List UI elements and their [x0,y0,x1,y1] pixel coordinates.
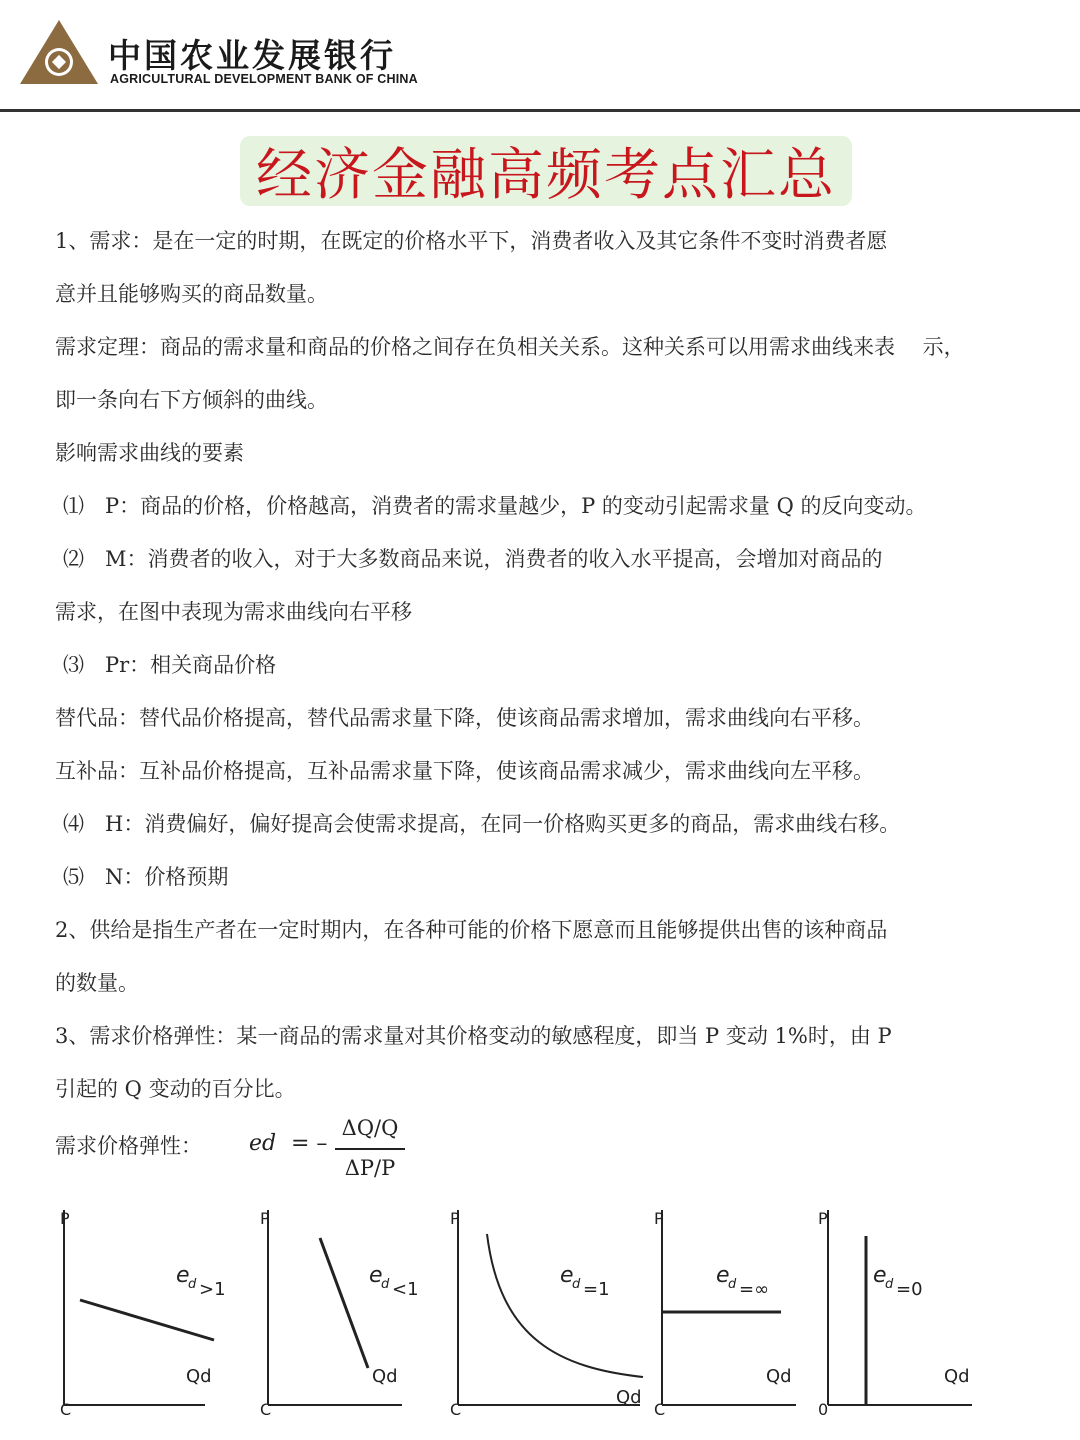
graph-elastic [60,1209,226,1419]
e-relation: =1 [583,1279,610,1300]
e-sub: d [188,1277,197,1292]
formula-label: 需求价格弹性： [55,1134,202,1158]
formula-lhs: ed [249,1131,277,1156]
q-label: Qd [186,1366,212,1387]
e-relation: =0 [896,1279,923,1300]
e-symbol: e [369,1263,383,1288]
origin-label: 0 [818,1400,829,1419]
text-line: 需求定理：商品的需求量和商品的价格之间存在负相关关系。这种关系可以用需求曲线来表 示， [55,335,965,359]
graph-unit-elastic [450,1209,643,1419]
q-label: Qd [944,1366,970,1387]
formula-fraction-bar [335,1148,405,1150]
formula-equals: = – [291,1131,328,1156]
e-symbol: e [560,1263,574,1288]
text-line: 1、需求：是在一定的时期，在既定的价格水平下，消费者收入及其它条件不变时消费者愿 [55,229,888,253]
e-symbol: e [716,1263,730,1288]
q-label: Qd [766,1366,792,1387]
text-line: 3、需求价格弹性：某一商品的需求量对其价格变动的敏感程度，即当 P 变动 1%时，由 P [55,1024,892,1048]
bank-name-en: AGRICULTURAL DEVELOPMENT BANK OF CHINA [110,72,418,86]
graph-perfectly-elastic [654,1209,796,1419]
e-symbol: e [873,1263,887,1288]
origin-label: C [450,1400,462,1419]
origin-label: C [60,1400,72,1419]
origin-label: C [260,1400,272,1419]
header-divider [0,109,1080,112]
e-symbol: e [176,1263,190,1288]
q-label: Qd [616,1387,642,1408]
p-label: P [450,1209,460,1228]
graph-inelastic [260,1209,419,1419]
p-label: P [60,1209,70,1228]
e-sub: d [381,1277,390,1292]
elasticity-graphs [0,1200,1080,1440]
text-line: 2、供给是指生产者在一定时期内，在各种可能的价格下愿意而且能够提供出售的该种商品 [55,918,888,942]
title-banner [240,136,852,206]
text-line: ⑴ P：商品的价格，价格越高，消费者的需求量越少，P 的变动引起需求量 Q 的反向变动。 [63,494,927,518]
elasticity-formula [55,1112,475,1186]
formula-numerator: ΔQ/Q [341,1116,399,1140]
formula-denominator: ΔP/P [344,1156,396,1180]
bank-name-cn: 中国农业发展银行 [108,36,396,75]
e-sub: d [728,1277,737,1292]
e-relation: >1 [199,1279,226,1300]
e-sub: d [572,1277,581,1292]
origin-label: C [654,1400,666,1419]
text-line: ⑶ Pr：相关商品价格 [63,653,277,677]
e-relation: <1 [392,1279,419,1300]
demand-curve [320,1238,368,1368]
q-label: Qd [372,1366,398,1387]
demand-curve [487,1234,643,1377]
text-line: ⑸ N：价格预期 [63,865,229,889]
e-relation: =∞ [739,1279,770,1300]
text-line: 引起的 Q 变动的百分比。 [55,1077,296,1101]
p-label: P [260,1209,270,1228]
p-label: P [654,1209,664,1228]
page-title: 经济金融高频考点汇总 [256,143,836,208]
bank-logo-icon [18,18,100,86]
text-line: 需求，在图中表现为需求曲线向右平移 [55,600,412,624]
demand-curve [80,1300,214,1340]
text-line: 影响需求曲线的要素 [55,441,244,465]
p-label: P [818,1209,828,1228]
e-sub: d [885,1277,894,1292]
text-line: ⑵ M：消费者的收入，对于大多数商品来说，消费者的收入水平提高，会增加对商品的 [63,547,883,571]
text-line: 互补品：互补品价格提高，互补品需求量下降，使该商品需求减少，需求曲线向左平移。 [55,759,874,783]
text-line: 替代品：替代品价格提高，替代品需求量下降，使该商品需求增加，需求曲线向右平移。 [55,706,874,730]
text-line: 即一条向右下方倾斜的曲线。 [55,388,328,412]
header [0,0,1080,112]
content-body [55,218,1030,1119]
text-line: ⑷ H：消费偏好，偏好提高会使需求提高，在同一价格购买更多的商品，需求曲线右移。 [63,812,901,836]
text-line: 意并且能够购买的商品数量。 [55,282,328,306]
graph-perfectly-inelastic [818,1209,972,1419]
text-line: 的数量。 [55,971,139,995]
